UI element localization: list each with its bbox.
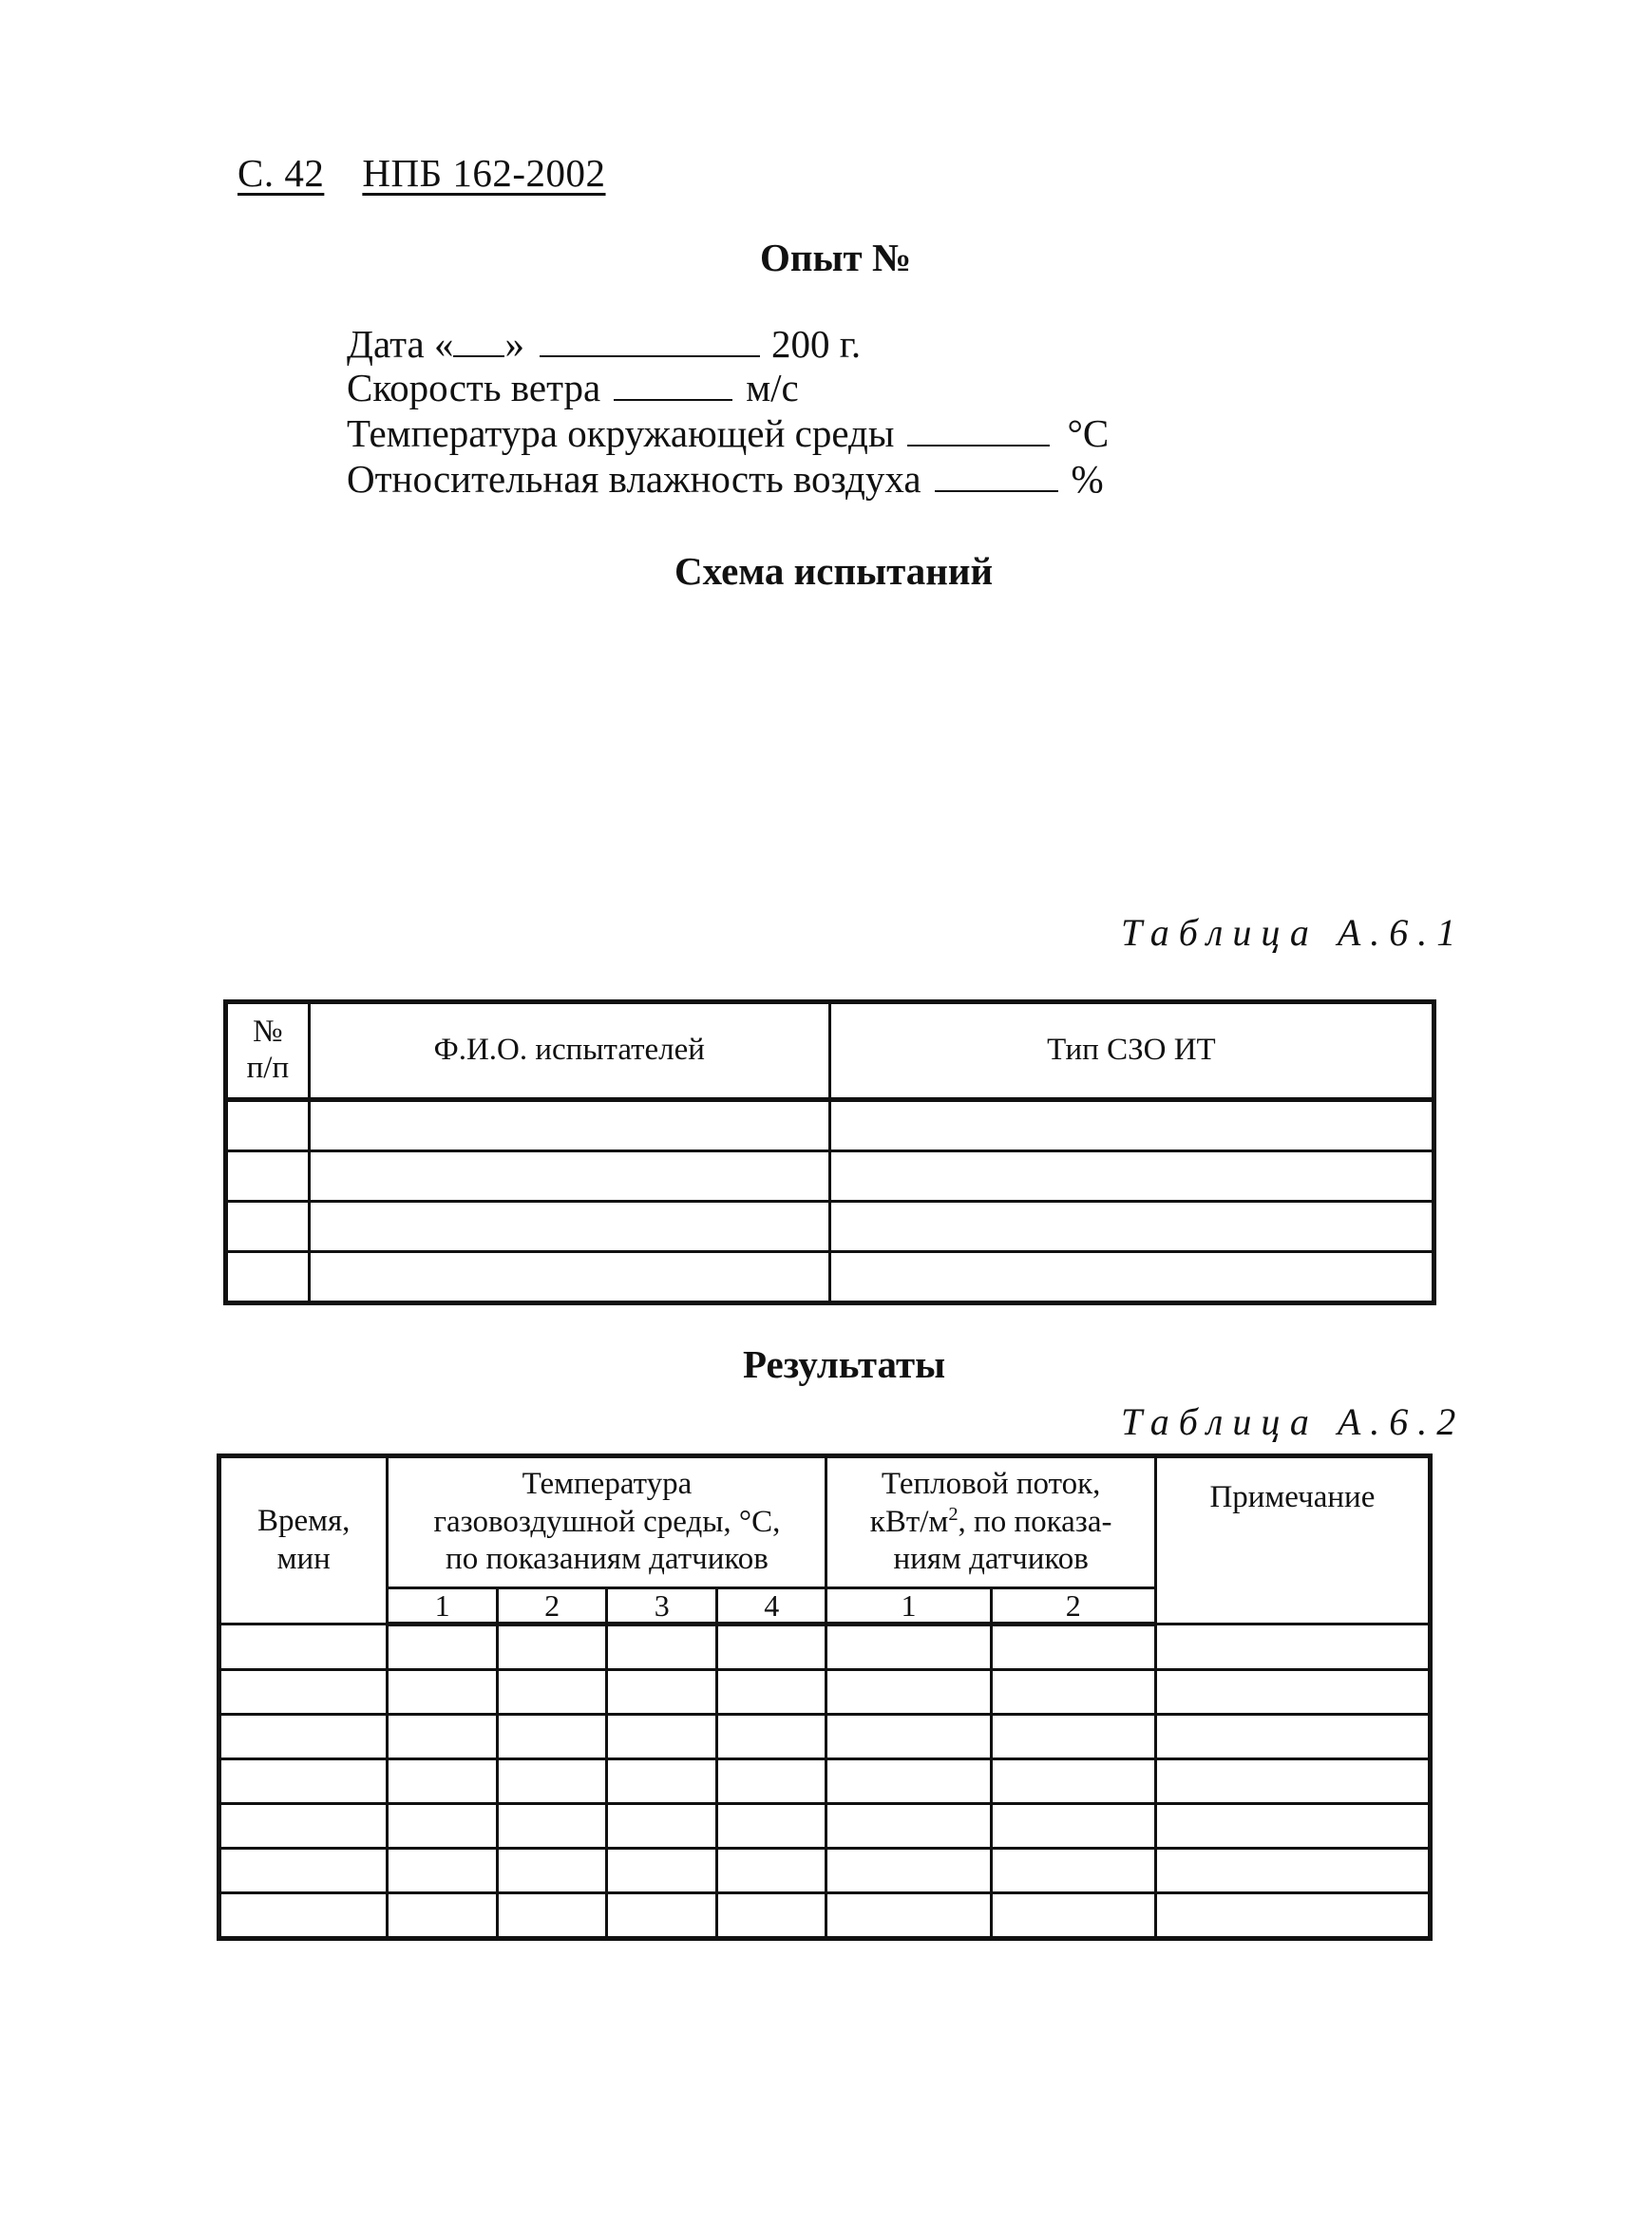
table-cell[interactable] bbox=[219, 1804, 388, 1849]
table-cell[interactable] bbox=[716, 1849, 826, 1893]
table-cell[interactable] bbox=[826, 1893, 991, 1939]
column-header-heat-flux bbox=[826, 1456, 1155, 1588]
table-cell[interactable] bbox=[388, 1804, 498, 1849]
table-cell[interactable] bbox=[497, 1759, 607, 1804]
table-cell[interactable] bbox=[826, 1849, 991, 1893]
table-cell[interactable] bbox=[219, 1759, 388, 1804]
temp-sensor-number: 4 bbox=[716, 1588, 826, 1624]
table-cell[interactable] bbox=[497, 1804, 607, 1849]
scheme-title: Схема испытаний bbox=[674, 549, 994, 593]
table-cell[interactable] bbox=[497, 1893, 607, 1939]
month-blank[interactable] bbox=[540, 327, 760, 357]
wind-speed-label: Скорость ветра bbox=[347, 366, 601, 409]
table-cell[interactable] bbox=[716, 1715, 826, 1759]
flux-header-line: , по показа- bbox=[958, 1504, 1112, 1539]
table-cell[interactable] bbox=[1155, 1670, 1430, 1715]
table-cell[interactable] bbox=[991, 1849, 1155, 1893]
column-header-number bbox=[226, 1002, 310, 1100]
table-cell[interactable] bbox=[388, 1759, 498, 1804]
table-cell[interactable] bbox=[219, 1849, 388, 1893]
flux-unit-exponent: 2 bbox=[948, 1503, 959, 1525]
table-header-row bbox=[219, 1456, 1431, 1588]
temp-header-line: газовоздушной среды, °С, bbox=[433, 1504, 781, 1539]
temp-header-line: Температура bbox=[522, 1467, 693, 1502]
table-cell[interactable] bbox=[829, 1252, 1434, 1303]
table-cell[interactable] bbox=[497, 1624, 607, 1670]
humidity-unit: % bbox=[1071, 457, 1104, 501]
table-cell[interactable] bbox=[226, 1202, 310, 1252]
table-cell[interactable] bbox=[226, 1100, 310, 1151]
time-unit: мин bbox=[276, 1541, 331, 1576]
table-cell[interactable] bbox=[388, 1893, 498, 1939]
table-row bbox=[219, 1849, 1431, 1893]
table-cell[interactable] bbox=[219, 1624, 388, 1670]
table-cell[interactable] bbox=[991, 1893, 1155, 1939]
results-title: Результаты bbox=[743, 1342, 946, 1386]
table-row bbox=[219, 1670, 1431, 1715]
table-cell[interactable] bbox=[716, 1624, 826, 1670]
table-cell[interactable] bbox=[388, 1715, 498, 1759]
humidity-field bbox=[347, 456, 1104, 502]
date-label: Дата « bbox=[347, 322, 454, 366]
temp-sensor-number: 3 bbox=[607, 1588, 717, 1624]
table-cell[interactable] bbox=[388, 1624, 498, 1670]
table-row bbox=[219, 1715, 1431, 1759]
humidity-blank[interactable] bbox=[935, 462, 1058, 492]
table-cell[interactable] bbox=[219, 1893, 388, 1939]
table-row bbox=[219, 1893, 1431, 1939]
temp-header-line: по показаниям датчиков bbox=[446, 1542, 769, 1577]
table-cell[interactable] bbox=[497, 1849, 607, 1893]
number-sign: № bbox=[253, 1015, 283, 1050]
wind-speed-unit: м/с bbox=[746, 366, 799, 409]
flux-sensor-number: 2 bbox=[991, 1588, 1155, 1624]
table-cell[interactable] bbox=[226, 1252, 310, 1303]
page-header bbox=[237, 150, 644, 196]
date-year: 200 г. bbox=[770, 322, 862, 366]
table-cell[interactable] bbox=[309, 1202, 829, 1252]
table-cell[interactable] bbox=[991, 1804, 1155, 1849]
table-cell[interactable] bbox=[607, 1715, 717, 1759]
table-cell[interactable] bbox=[1155, 1849, 1430, 1893]
table-cell[interactable] bbox=[716, 1804, 826, 1849]
table-cell[interactable] bbox=[1155, 1804, 1430, 1849]
table-cell[interactable] bbox=[497, 1715, 607, 1759]
table-cell[interactable] bbox=[826, 1804, 991, 1849]
table-header-row bbox=[226, 1002, 1434, 1100]
ambient-temperature-unit: °С bbox=[1067, 411, 1110, 455]
table-cell[interactable] bbox=[829, 1202, 1434, 1252]
flux-header-line: ниям датчиков bbox=[893, 1542, 1089, 1577]
table-cell[interactable] bbox=[607, 1759, 717, 1804]
table-cell[interactable] bbox=[991, 1670, 1155, 1715]
table-cell[interactable] bbox=[607, 1804, 717, 1849]
table-cell[interactable] bbox=[716, 1893, 826, 1939]
wind-speed-field bbox=[347, 365, 799, 410]
time-label: Время, bbox=[256, 1503, 351, 1538]
day-blank[interactable] bbox=[453, 327, 504, 357]
table-cell[interactable] bbox=[388, 1670, 498, 1715]
table-cell[interactable] bbox=[716, 1759, 826, 1804]
table-cell[interactable] bbox=[1155, 1893, 1430, 1939]
table-row bbox=[219, 1759, 1431, 1804]
temp-sensor-number: 1 bbox=[388, 1588, 498, 1624]
table-cell[interactable] bbox=[607, 1893, 717, 1939]
table-cell[interactable] bbox=[309, 1151, 829, 1202]
table-row bbox=[226, 1202, 1434, 1252]
table-cell[interactable] bbox=[388, 1849, 498, 1893]
ambient-temperature-label: Температура окружающей среды bbox=[347, 411, 895, 455]
table-cell[interactable] bbox=[826, 1624, 991, 1670]
table-cell[interactable] bbox=[826, 1670, 991, 1715]
ambient-temperature-field bbox=[347, 410, 1109, 456]
table1-caption: Таблица А.6.1 bbox=[1121, 911, 1466, 954]
column-header-temperature bbox=[388, 1456, 826, 1588]
column-header-testers: Ф.И.О. испытателей bbox=[309, 1002, 829, 1100]
table-cell[interactable] bbox=[219, 1715, 388, 1759]
table-row bbox=[226, 1252, 1434, 1303]
table-row bbox=[226, 1100, 1434, 1151]
table2-caption: Таблица А.6.2 bbox=[1121, 1400, 1466, 1443]
table-cell[interactable] bbox=[829, 1151, 1434, 1202]
table-cell[interactable] bbox=[607, 1624, 717, 1670]
temp-sensor-number: 2 bbox=[497, 1588, 607, 1624]
table-cell[interactable] bbox=[1155, 1759, 1430, 1804]
table-cell[interactable] bbox=[1155, 1624, 1430, 1670]
table-row bbox=[219, 1624, 1431, 1670]
table-cell[interactable] bbox=[826, 1715, 991, 1759]
table-row bbox=[219, 1804, 1431, 1849]
experiment-title: Опыт № bbox=[760, 236, 912, 279]
table-cell[interactable] bbox=[607, 1670, 717, 1715]
humidity-label: Относительная влажность воздуха bbox=[347, 457, 921, 501]
table-cell[interactable] bbox=[991, 1715, 1155, 1759]
document-code: НПБ 162-2002 bbox=[362, 151, 606, 195]
table-cell[interactable] bbox=[826, 1759, 991, 1804]
table-cell[interactable] bbox=[991, 1759, 1155, 1804]
table-cell[interactable] bbox=[497, 1670, 607, 1715]
table-cell[interactable] bbox=[219, 1670, 388, 1715]
number-abbr: п/п bbox=[246, 1051, 290, 1085]
table-cell[interactable] bbox=[309, 1252, 829, 1303]
table-cell[interactable] bbox=[829, 1100, 1434, 1151]
table-cell[interactable] bbox=[226, 1151, 310, 1202]
wind-speed-blank[interactable] bbox=[614, 370, 732, 401]
flux-unit: кВт/м bbox=[869, 1504, 949, 1539]
results-table bbox=[217, 1454, 1433, 1941]
date-field bbox=[347, 321, 861, 367]
table-cell[interactable] bbox=[991, 1624, 1155, 1670]
table-cell[interactable] bbox=[309, 1100, 829, 1151]
ambient-temperature-blank[interactable] bbox=[907, 416, 1050, 446]
column-header-time bbox=[219, 1456, 388, 1624]
table-cell[interactable] bbox=[607, 1849, 717, 1893]
table-cell[interactable] bbox=[1155, 1715, 1430, 1759]
column-header-note: Примечание bbox=[1155, 1456, 1430, 1624]
table-row bbox=[226, 1151, 1434, 1202]
table-cell[interactable] bbox=[716, 1670, 826, 1715]
testers-table bbox=[223, 999, 1436, 1305]
column-header-type: Тип СЗО ИТ bbox=[829, 1002, 1434, 1100]
flux-sensor-number: 1 bbox=[826, 1588, 991, 1624]
page-number: С. 42 bbox=[237, 151, 325, 195]
date-close-quote: » bbox=[504, 322, 524, 366]
flux-header-line: Тепловой поток, bbox=[881, 1467, 1101, 1502]
